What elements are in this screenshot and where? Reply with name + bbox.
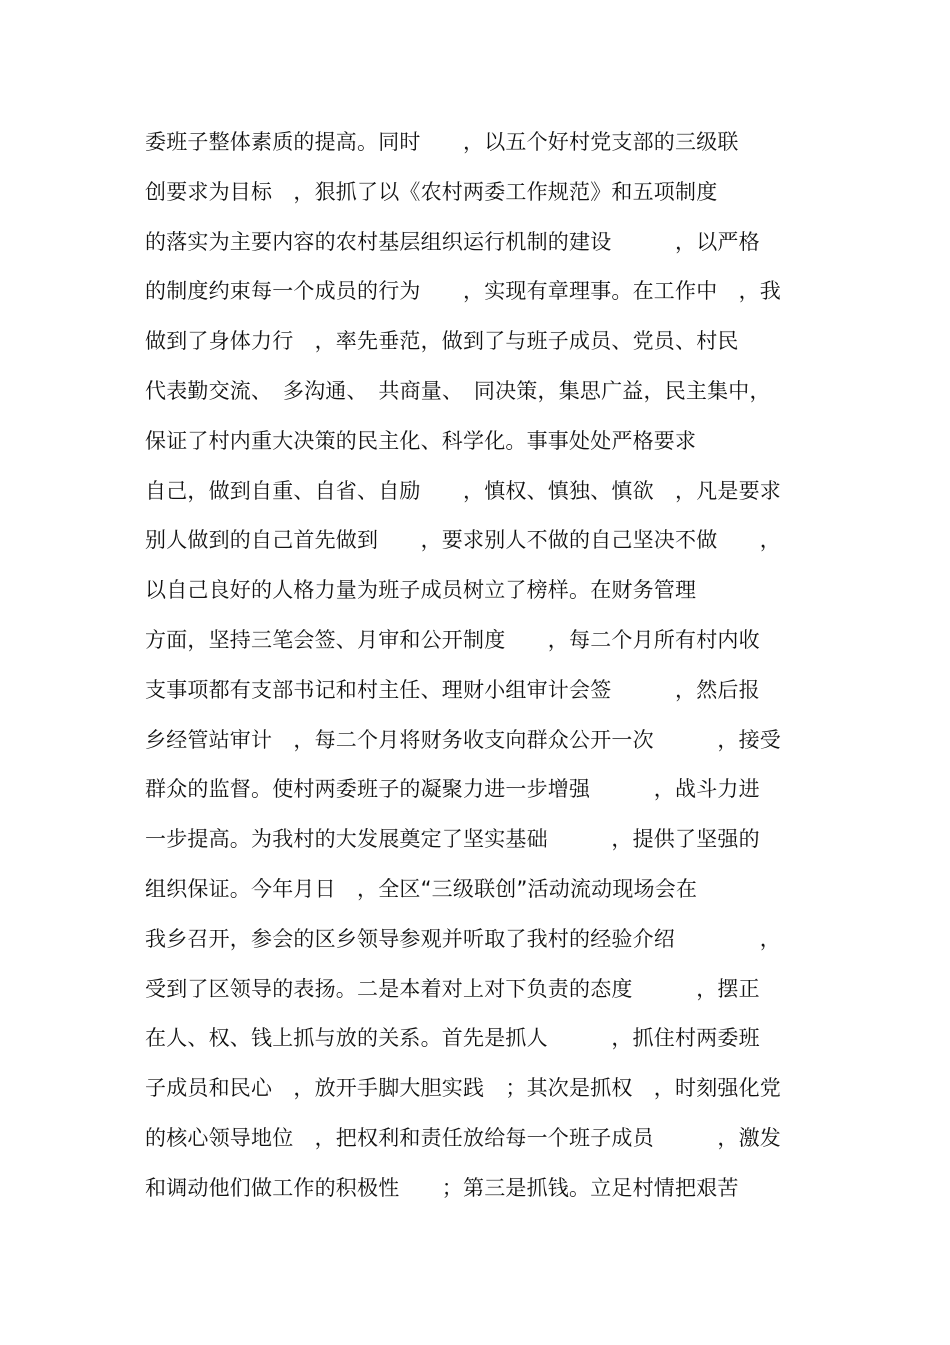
text-line: 创要求为目标 ，狠抓了以《农村两委工作规范》和五项制度 [145,179,718,204]
text-line: 代表勤交流、 多沟通、 共商量、 同决策，集思广益，民主集中， [145,378,771,403]
text-line: 乡经管站审计 ，每二个月将财务收支向群众公开一次 ，接受 [145,727,781,752]
text-line: 和调动他们做工作的积极性 ；第三是抓钱。立足村情把艰苦 [145,1175,739,1200]
text-line: 自己，做到自重、自省、自励 ，慎权、慎独、慎欲 ，凡是要求 [145,478,781,503]
text-line: 的制度约束每一个成员的行为 ，实现有章理事。在工作中 ，我 [145,279,781,304]
text-line: 在人、权、钱上抓与放的关系。首先是抓人 ，抓住村两委班 [145,1026,760,1051]
text-line: 我乡召开，参会的区乡领导参观并听取了我村的经验介绍 ， [145,926,781,951]
body-text [145,122,825,1218]
text-line: 子成员和民心 ，放开手脚大胆实践 ；其次是抓权 ，时刻强化党 [145,1076,781,1101]
text-line: 的落实为主要内容的农村基层组织运行机制的建设 ，以严格 [145,229,760,254]
text-line: 支事项都有支部书记和村主任、理财小组审计会签 ，然后报 [145,677,760,702]
text-line: 的核心领导地位 ，把权利和责任放给每一个班子成员 ，激发 [145,1125,781,1150]
text-line: 受到了区领导的表扬。二是本着对上对下负责的态度 ，摆正 [145,976,760,1001]
text-line: 群众的监督。使村两委班子的凝聚力进一步增强 ，战斗力进 [145,777,760,802]
text-line: 以自己良好的人格力量为班子成员树立了榜样。在财务管理 [145,578,697,603]
text-line: 方面，坚持三笔会签、月审和公开制度 ，每二个月所有村内收 [145,627,760,652]
text-line: 一步提高。为我村的大发展奠定了坚实基础 ，提供了坚强的 [145,827,760,852]
text-line: 做到了身体力行 ，率先垂范，做到了与班子成员、党员、村民 [145,329,739,354]
text-line: 保证了村内重大决策的民主化、科学化。事事处处严格要求 [145,428,697,453]
text-line: 委班子整体素质的提高。同时 ，以五个好村党支部的三级联 [145,130,739,154]
text-line: 别人做到的自己首先做到 ，要求别人不做的自己坚决不做 ， [145,528,781,553]
text-line: 组织保证。今年月日 ，全区“三级联创”活动流动现场会在 [145,876,698,901]
